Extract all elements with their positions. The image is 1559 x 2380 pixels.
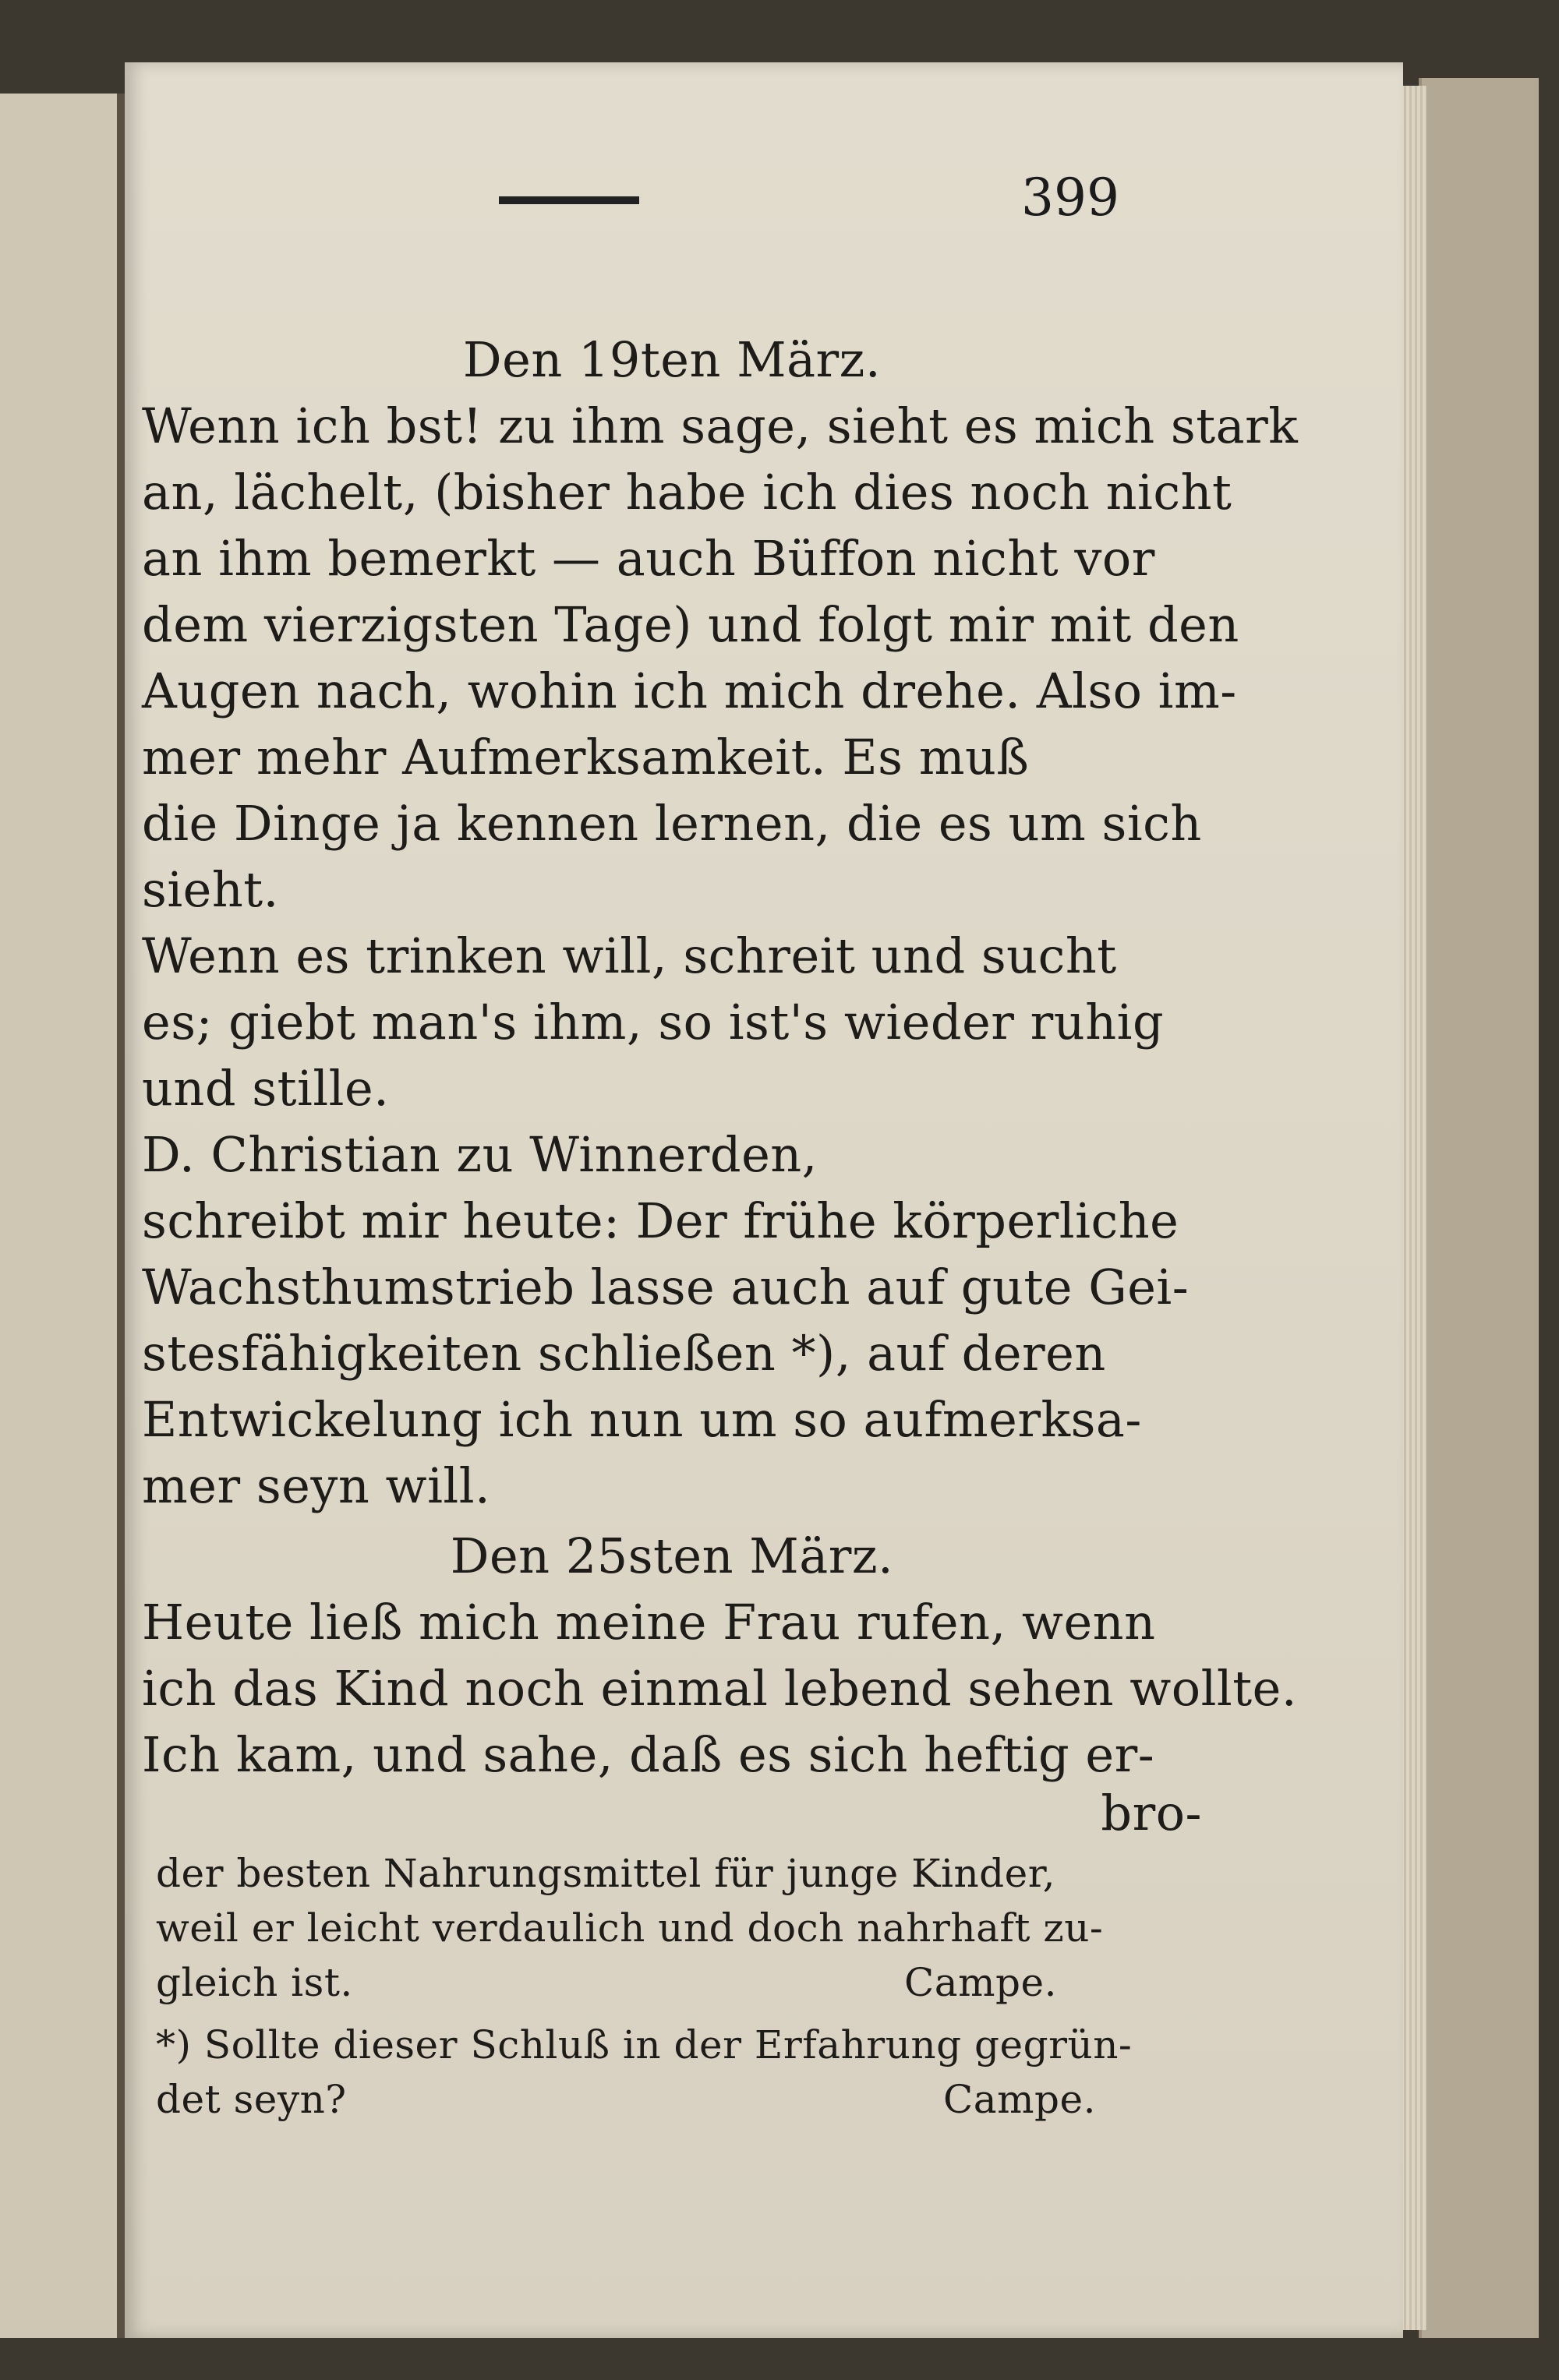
footnote-line: der besten Nahrungsmittel für junge Kinder,: [156, 1851, 1056, 1896]
header-rule: [499, 196, 639, 204]
text-line: die Dinge ja kennen lernen, die es um sich: [142, 795, 1202, 852]
text-line: ich das Kind noch einmal lebend sehen wollte.: [142, 1660, 1298, 1717]
footnote-line: det seyn?: [156, 2077, 347, 2122]
text-line: D. Christian zu Winnerden,: [142, 1126, 818, 1183]
text-line: Augen nach, wohin ich mich drehe. Also im-: [142, 662, 1237, 719]
text-line: Heute ließ mich meine Frau rufen, wenn: [142, 1594, 1156, 1651]
text-line: Wenn es trinken will, schreit und sucht: [142, 927, 1117, 984]
text-line: an ihm bemerkt — auch Büffon nicht vor: [142, 530, 1155, 587]
text-line: Wachsthumstrieb lasse auch auf gute Gei-: [142, 1259, 1190, 1315]
text-line: dem vierzigsten Tage) und folgt mir mit den: [142, 596, 1239, 653]
footnote-signature: Campe.: [943, 2077, 1096, 2122]
page-number: 399: [1021, 168, 1119, 228]
left-page-edge: [0, 94, 125, 2338]
text-line: Entwickelung ich nun um so aufmerksa-: [142, 1391, 1142, 1448]
text-line: mer seyn will.: [142, 1457, 491, 1514]
text-line: mer mehr Aufmerksamkeit. Es muß: [142, 729, 1030, 786]
footnote-line: *) Sollte dieser Schluß in der Erfahrung gegrün-: [156, 2022, 1133, 2067]
book-cover-edge: [1419, 78, 1539, 2338]
footnote-line: gleich ist.: [156, 1960, 353, 2005]
catchword: bro-: [1101, 1785, 1202, 1841]
footnote-signature: Campe.: [904, 1960, 1057, 2005]
footnote-line: weil er leicht verdaulich und doch nahrhaft zu-: [156, 1905, 1104, 1951]
text-line: sieht.: [142, 861, 279, 918]
text-line: Ich kam, und sahe, daß es sich heftig er-: [142, 1726, 1155, 1783]
text-line: stesfähigkeiten schließen *), auf deren: [142, 1325, 1106, 1382]
text-line: an, lächelt, (bisher habe ich dies noch nicht: [142, 464, 1232, 521]
text-line: es; giebt man's ihm, so ist's wieder ruhig: [142, 994, 1165, 1051]
text-line: Wenn ich bst! zu ihm sage, sieht es mich stark: [142, 397, 1299, 454]
section-heading: Den 19ten März.: [462, 331, 882, 388]
text-line: und stille.: [142, 1060, 390, 1117]
text-line: schreibt mir heute: Der frühe körperliche: [142, 1192, 1179, 1249]
section-heading: Den 25sten März.: [450, 1527, 894, 1584]
